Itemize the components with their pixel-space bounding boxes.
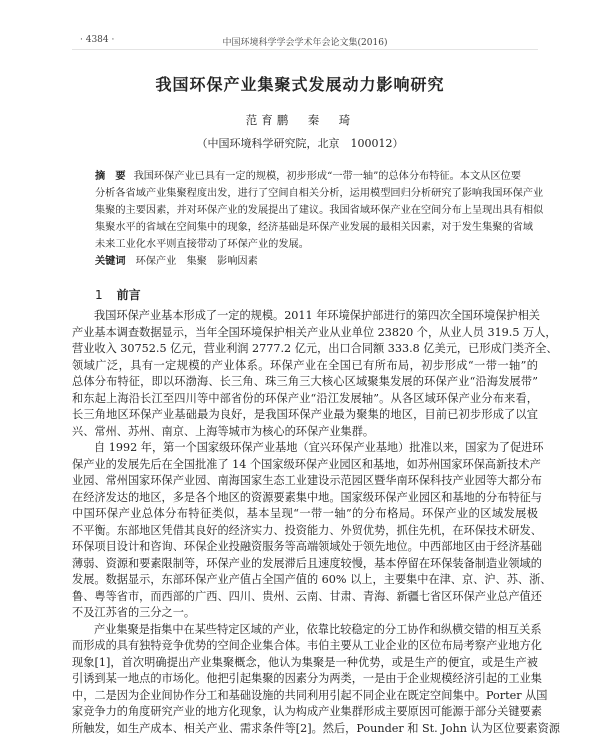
paragraph-line: 家竞争力的角度研究产业的地方化现象，认为构成产业集群形成主要原因可能源于部分关键要素: [72, 705, 542, 718]
running-header: [72, 35, 538, 50]
keywords: [95, 253, 507, 270]
abstract-label: 摘 要: [95, 171, 126, 182]
paragraph-line: 产业基本调查数据显示，当年全国环境保护相关产业从业单位 23820 个，从业人员 319.5 万人，: [72, 325, 557, 339]
paragraph-line: 不及江苏省的三分之一。: [72, 606, 196, 619]
paragraph-line: 薄弱、资源和要素限制等，环保产业的发展滞后且速度较慢，基本停留在环保装备制造业领域的: [72, 556, 542, 570]
abstract-line: [95, 168, 521, 185]
paragraph-line: 在经济发达的地区，多是各个地区的资源要素集中地。国家级环保产业园区和基地的分布特征与: [72, 490, 542, 504]
paragraph-line: 发展。数据显示，东部环保产业产值占全国产值的 60% 以上，主要集中在津、京、沪、苏、浙、: [72, 573, 552, 586]
paragraph-line: 领域广泛，具有一定规模的产业体系。环保产业在全国已有所布局，初步形成“一带一轴”的: [72, 358, 538, 372]
affiliation: （中国环境科学研究院，北京 100012）: [196, 137, 404, 150]
paragraph-line: 鲁、粤等省市，而西部的广西、四川、贵州、云南、甘肃、青海、新疆七省区环保产业总产值还: [72, 589, 542, 603]
paragraph-line: 环保项目设计和咨询、环保企业投融资服务等高端领域处于领先地位。中西部地区由于经济基础: [72, 540, 542, 553]
paragraph-line: 和东起上海沿长江至四川等中部省份的环保产业“沿江发展轴”。从各区域环保产业分布来看，: [72, 391, 538, 405]
section-title: 前言: [116, 288, 141, 302]
paragraph-line: 引诱到某一地点的市场化。他把引起集聚的因素分为两类，一是由于企业规模经济引起的工业集: [72, 672, 542, 685]
section-heading: [95, 286, 141, 303]
paragraph-line: 总体分布特征，即以环渤海、长三角、珠三角三大核心区域聚集发展的环保产业“沿海发展带”: [72, 375, 538, 388]
journal-name: 中国环境科学学会学术年会论文集(2016): [222, 38, 388, 48]
abstract-line: 集聚水平的省域在空间集中的现象，经济基础是环保产业发展的最相关因素，对于发生集聚的省域: [95, 222, 534, 233]
body-text: [72, 308, 560, 737]
page-number: · 4384 ·: [80, 35, 115, 45]
paragraph-line: 兴、常州、苏州、南京、上海等城市为核心的环保产业集群。: [72, 424, 375, 438]
paper-title: 我国环保产业集聚式发展动力影响研究: [155, 75, 445, 94]
keywords-label: 关键词: [95, 256, 126, 267]
paragraph-line: 现象[1]，首次明确提出产业集聚概念，他认为集聚是一种优势，或是生产的便宜，或是生产被: [72, 655, 538, 669]
paragraph-line: 产业集聚是指集中在某些特定区域的产业，依靠比较稳定的分工协作和纵横交错的相互关系: [94, 622, 542, 636]
authors: 范育鹏 秦 琦: [245, 113, 355, 127]
keywords-text: 环保产业 集聚 影响因素: [135, 256, 258, 267]
abstract-line: 未来工业化水平则直接带动了环保产业的发展。: [95, 239, 309, 250]
paragraph-line: 自 1992 年，第一个国家级环保产业基地（宜兴环保产业基地）批准以来，国家为了促进环: [94, 441, 544, 454]
paragraph-line: 中，二是因为企业间协作分工和基础设施的共同利用引起不同企业在既定空间集中。Porter 从国: [72, 688, 548, 702]
abstract: [95, 168, 544, 270]
paragraph-line: 保产业的发展先后在全国批准了 14 个国家级环保产业园区和基地，如苏州国家环保高新技术产: [72, 457, 541, 471]
paragraph-line: 我国环保产业基本形成了一定的规模。2011 年环境保护部进行的第四次全国环境保护相关: [94, 309, 540, 322]
section-number: 1: [95, 288, 103, 302]
abstract-line: 集聚的主要因素，并对环保产业的发展提出了建议。我国省域环保产业在空间分布上呈现出具有相似: [95, 205, 544, 216]
paragraph-line: 所触发，如生产成本、相关产业、需求条件等[2]。然后，Pounder 和 St. John 认为区位要素资源: [72, 721, 560, 735]
paragraph-line: 不平衡。东部地区凭借其良好的经济实力、投资能力、外贸优势，抓住先机，在环保技术研发、: [72, 523, 542, 537]
paragraph-line: 营业收入 30752.5 亿元，营业利润 2777.2 亿元，出口合同额 333.8 亿美元，已形成门类齐全、: [72, 342, 558, 355]
paragraph-line: 业园、常州国家环保产业园、南海国家生态工业建设示范园区暨华南环保科技产业园等大都分布: [72, 474, 542, 487]
abstract-text: 我国环保产业已具有一定的规模，初步形成“一带一轴”的总体分布特征。本文从区位要: [133, 171, 521, 182]
paragraph-line: 中国环保产业总体分布特征类似，基本呈现“一带一轴”的分布格局。环保产业的区域发展极: [72, 507, 538, 520]
paragraph-line: 而形成的具有独特竞争优势的空间企业集合体。韦伯主要从工业企业的区位布局考察产业地方化: [72, 639, 542, 652]
paragraph-line: 长三角地区环保产业基础最为良好，是我国环保产业最为聚集的地区，目前已初步形成了以宜: [72, 408, 538, 421]
abstract-line: 分析各省域产业集聚程度出发，进行了空间自相关分析，运用模型回归分析研究了影响我国环保产业: [95, 188, 544, 199]
